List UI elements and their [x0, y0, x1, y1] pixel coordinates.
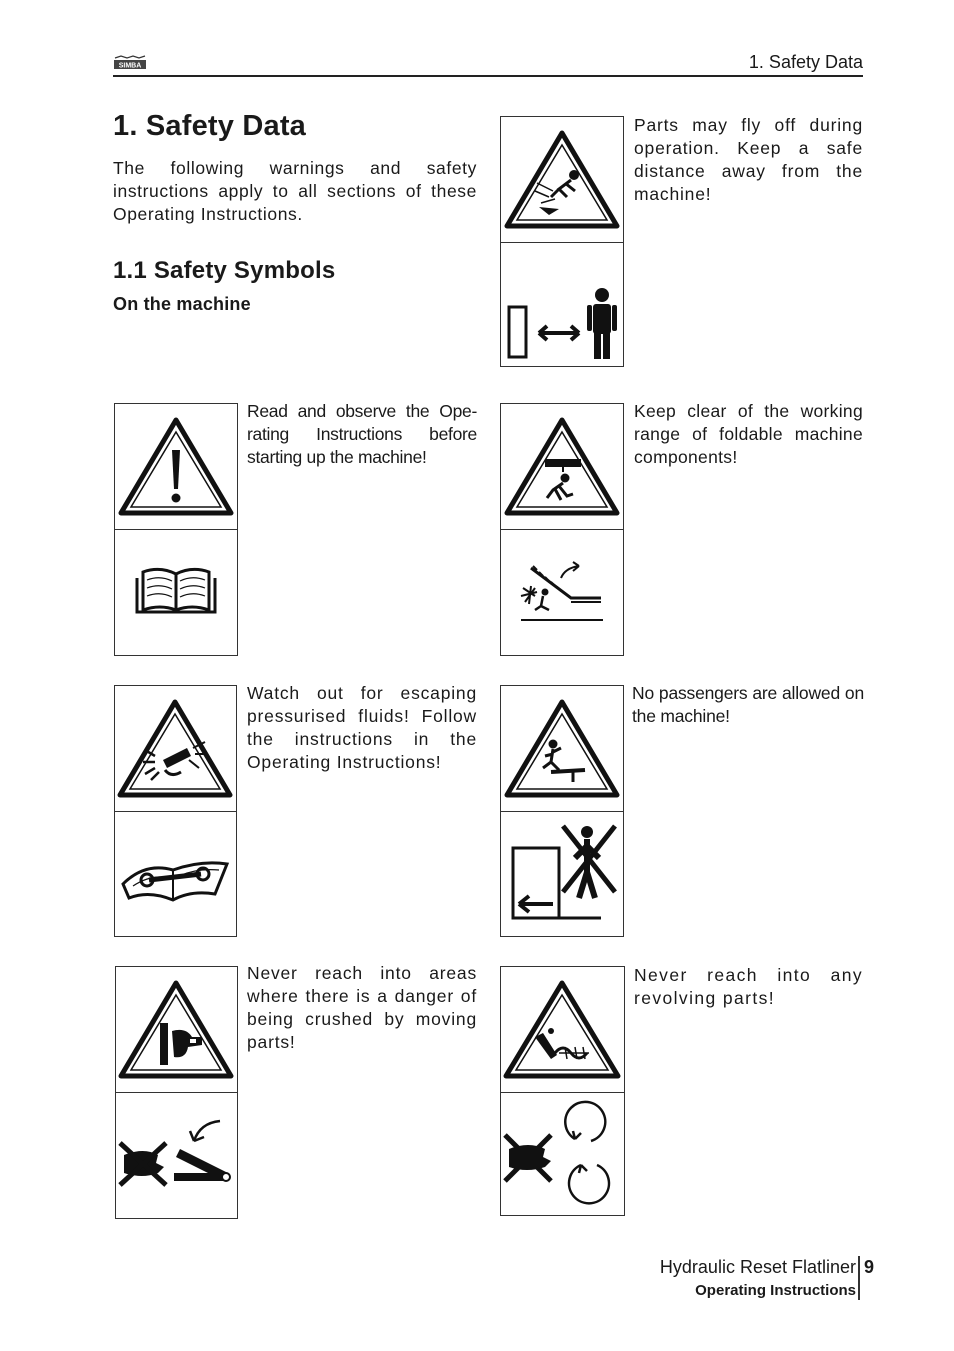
simba-logo	[113, 55, 147, 71]
exclamation-icon	[115, 404, 237, 529]
intro-paragraph: The following warnings and safety instructions apply to all sections of these Operating Instructions.	[113, 158, 477, 224]
safety-symbol-revolving-parts	[500, 966, 625, 1216]
symbol-text-foldable-components: Keep clear of the working range of foldable machine components!	[634, 401, 863, 467]
falling-load-icon	[501, 404, 623, 529]
crushing-hand-icon	[116, 967, 237, 1092]
manual-wrench-icon	[115, 812, 236, 936]
safety-symbol-pressurised-fluids	[114, 685, 237, 937]
open-book-icon	[115, 530, 237, 655]
subheading: On the machine	[113, 294, 251, 314]
section-heading: 1.1 Safety Symbols	[113, 257, 336, 284]
symbol-text-no-passengers: No passengers are allowed on the machine!	[632, 683, 864, 726]
safety-symbol-no-passengers	[500, 685, 624, 937]
pressurised-fluid-icon	[115, 686, 236, 811]
safety-symbol-flying-parts	[500, 116, 624, 367]
no-hand-crush-icon	[116, 1093, 237, 1218]
safety-symbol-foldable-components	[500, 403, 624, 656]
footer-product-name: Hydraulic Reset Flatliner	[659, 1257, 856, 1277]
safety-symbol-read-instructions	[114, 403, 238, 656]
page-number: 9	[864, 1257, 875, 1277]
safety-symbol-crushing	[115, 966, 238, 1219]
symbol-text-read-instructions: Read and observe the Ope-rating Instructions before starting up the machine!	[247, 401, 477, 467]
header-divider	[113, 75, 863, 77]
safe-distance-icon	[501, 243, 623, 366]
no-passenger-icon	[501, 812, 623, 936]
footer-subtitle: Operating Instructions	[695, 1282, 856, 1299]
footer-divider	[858, 1256, 860, 1300]
falling-person-icon	[501, 686, 623, 811]
rotating-parts-icon	[501, 967, 624, 1092]
symbol-text-flying-parts: Parts may fly off during operation. Keep a safe distance away from the machine!	[634, 115, 863, 204]
header-section-title: 1. Safety Data	[748, 52, 863, 72]
folding-component-icon	[501, 530, 623, 655]
logo-text: SIMBA	[118, 62, 142, 70]
symbol-text-crushing: Never reach into areas where there is a danger of being crushed by moving parts!	[247, 963, 477, 1052]
flying-parts-icon	[501, 117, 623, 242]
no-hand-rotating-icon	[501, 1093, 624, 1215]
symbol-text-revolving-parts: Never reach into any revolving parts!	[634, 965, 863, 1008]
page-title: 1. Safety Data	[113, 110, 306, 142]
symbol-text-pressurised-fluids: Watch out for escaping pressurised fluids! Follow the instructions in the Operating Instructions!	[247, 683, 477, 772]
